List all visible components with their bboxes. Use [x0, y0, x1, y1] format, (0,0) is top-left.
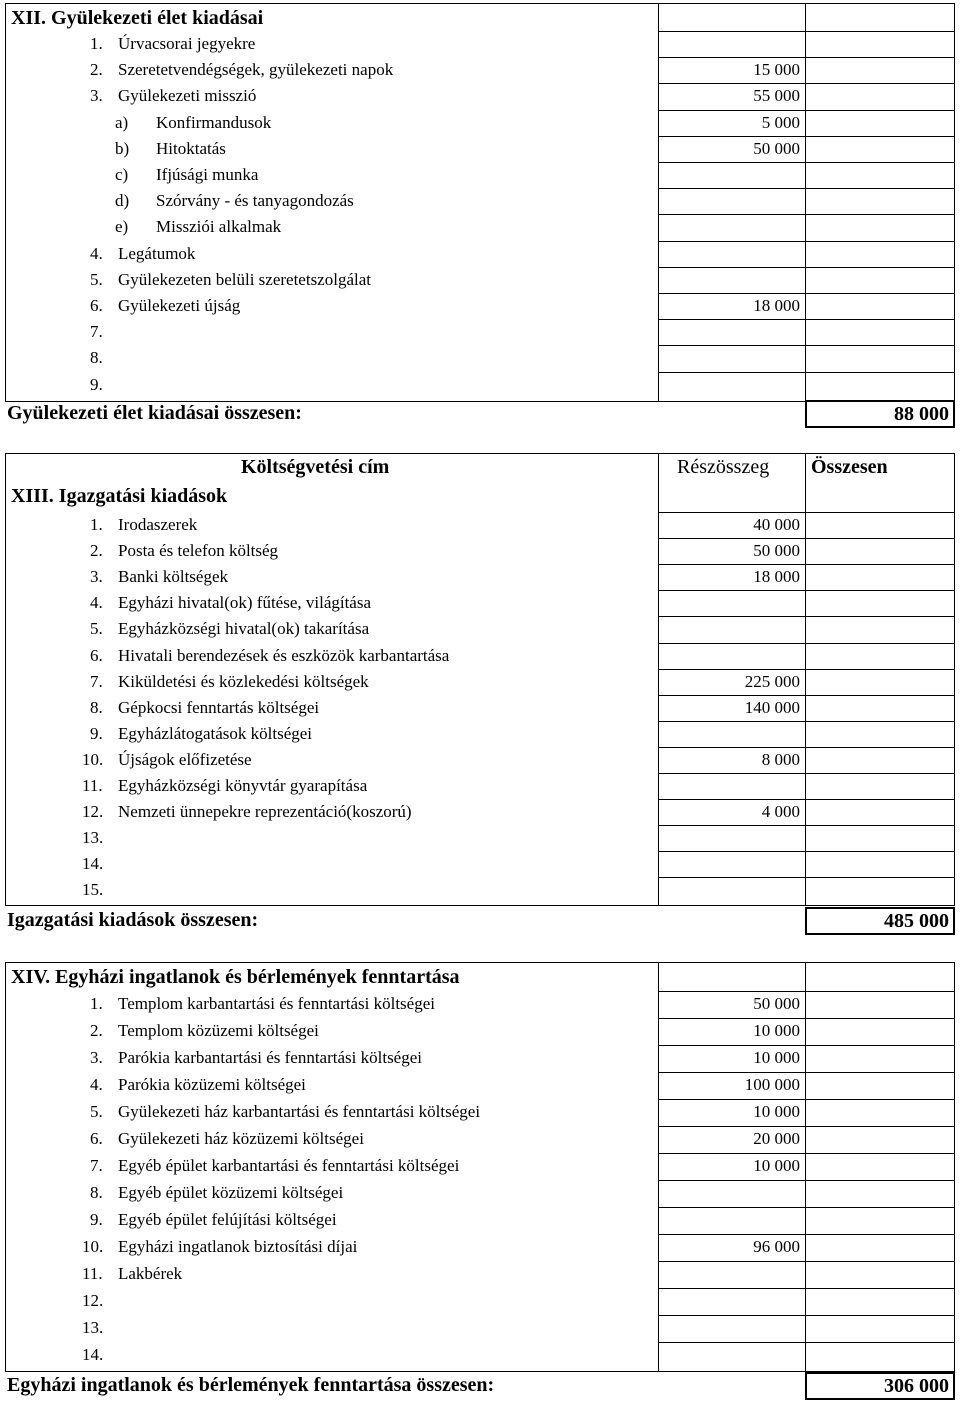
row-separator: [658, 1045, 955, 1046]
section-xiii-total-value: 485 000: [884, 910, 949, 932]
column-header-total: Összesen: [811, 456, 888, 478]
budget-row: [5, 162, 955, 188]
row-separator: [658, 538, 955, 539]
row-separator: [658, 1180, 955, 1181]
budget-row: [5, 695, 955, 721]
row-number: 4.: [90, 1075, 103, 1094]
row-number: 2.: [90, 1021, 103, 1040]
row-label: Lakbérek: [118, 1264, 183, 1283]
row-separator: [658, 773, 955, 774]
budget-row: [5, 877, 955, 903]
row-separator: [658, 512, 955, 513]
row-separator: [658, 564, 955, 565]
row-label: Gyülekezeti újság: [118, 296, 241, 315]
row-amount: 50 000: [753, 541, 800, 561]
row-number: 7.: [90, 671, 103, 691]
row-number: 5.: [90, 619, 103, 639]
row-label: Egyéb épület karbantartási és fenntartási költségei: [118, 1156, 460, 1175]
row-number: e): [115, 217, 129, 237]
row-number: 6.: [90, 296, 103, 315]
section-xiii: [5, 453, 955, 938]
row-number: 8.: [90, 348, 103, 368]
row-number: 8.: [90, 1183, 103, 1202]
row-separator: [658, 1207, 955, 1208]
budget-row: [5, 345, 955, 371]
row-separator: [658, 1234, 955, 1235]
budget-row: [5, 293, 955, 319]
column-header-title: Költségvetési cím: [241, 456, 390, 478]
budget-row: [5, 1126, 955, 1152]
row-number: 11.: [82, 776, 103, 795]
row-number: 9.: [90, 374, 103, 394]
row-label: Legátumok: [118, 243, 196, 263]
row-number: c): [115, 165, 129, 184]
row-label: Irodaszerek: [118, 515, 198, 534]
budget-row: [5, 188, 955, 214]
row-amount: 40 000: [753, 515, 800, 534]
budget-row: [5, 1045, 955, 1071]
row-label: Szeretetvendégségek, gyülekezeti napok: [118, 60, 394, 80]
budget-row: [5, 1207, 955, 1233]
row-separator: [658, 1153, 955, 1154]
row-separator: [658, 319, 955, 320]
budget-row: [5, 1018, 955, 1044]
section-xiii-total-box: [805, 907, 955, 935]
row-amount: 225 000: [744, 671, 800, 691]
row-separator: [658, 616, 955, 617]
budget-row: [5, 1180, 955, 1206]
row-label: Posta és telefon költség: [118, 541, 279, 561]
row-label: Missziói alkalmak: [156, 217, 282, 237]
row-number: 3.: [90, 1048, 103, 1067]
section-xiv-total-value: 306 000: [884, 1375, 949, 1397]
section-xiv-heading: XIV. Egyházi ingatlanok és bérlemények fenntartása: [11, 966, 460, 988]
budget-row: [5, 851, 955, 877]
row-separator: [658, 267, 955, 268]
row-separator: [658, 851, 955, 852]
row-label: Banki költségek: [118, 567, 229, 587]
row-number: 9.: [90, 1210, 103, 1229]
row-number: 10.: [82, 1237, 104, 1256]
row-separator: [658, 1099, 955, 1100]
row-number: 2.: [90, 60, 103, 80]
row-amount: 10 000: [753, 1048, 800, 1067]
budget-row: [5, 1234, 955, 1260]
section-xii: [5, 3, 955, 430]
section-xiv: [5, 962, 955, 1402]
row-label: Egyházlátogatások költségei: [118, 723, 313, 743]
budget-row: [5, 31, 955, 57]
row-label: Gépkocsi fenntartás költségei: [118, 697, 320, 717]
row-label: Hitoktatás: [156, 138, 226, 158]
budget-row: [5, 564, 955, 590]
row-separator: [658, 590, 955, 591]
row-number: 1.: [90, 515, 103, 534]
row-number: b): [115, 138, 130, 158]
budget-row: [5, 1072, 955, 1098]
row-amount: 100 000: [744, 1075, 800, 1094]
row-number: 13.: [82, 828, 104, 848]
row-separator: [658, 721, 955, 722]
row-separator: [658, 1288, 955, 1289]
row-separator: [658, 293, 955, 294]
row-label: Kiküldetési és közlekedési költségek: [118, 671, 369, 691]
budget-row: [5, 616, 955, 642]
row-number: 7.: [90, 1156, 103, 1175]
row-label: Egyéb épület közüzemi költségei: [118, 1183, 344, 1202]
section-xii-heading: XII. Gyülekezeti élet kiadásai: [11, 7, 264, 29]
budget-row: [5, 799, 955, 825]
row-separator: [658, 991, 955, 992]
row-amount: 50 000: [753, 138, 800, 158]
row-number: 13.: [82, 1318, 104, 1337]
section-xii-total-box: [805, 400, 955, 428]
budget-row: [5, 319, 955, 345]
row-separator: [658, 643, 955, 644]
budget-row: [5, 991, 955, 1017]
row-separator: [658, 1315, 955, 1316]
row-separator: [658, 1018, 955, 1019]
row-number: 14.: [82, 1345, 104, 1364]
budget-row: [5, 83, 955, 109]
section-xiii-heading: XIII. Igazgatási kiadások: [11, 485, 228, 507]
row-separator: [658, 747, 955, 748]
budget-row: [5, 57, 955, 83]
budget-row: [5, 1153, 955, 1179]
row-label: Egyházi ingatlanok biztosítási díjai: [118, 1237, 358, 1256]
section-xiv-total-box: [805, 1372, 955, 1400]
row-number: 12.: [82, 802, 104, 822]
row-number: 9.: [90, 723, 103, 743]
row-separator: [658, 83, 955, 84]
row-number: 5.: [90, 269, 103, 289]
row-label: Ifjúsági munka: [156, 165, 259, 184]
row-number: 6.: [90, 1129, 103, 1148]
row-label: Konfirmandusok: [156, 112, 272, 132]
budget-row: [5, 110, 955, 136]
row-separator: [658, 188, 955, 189]
budget-row: [5, 590, 955, 616]
row-separator: [658, 1072, 955, 1073]
row-label: Parókia karbantartási és fenntartási költségei: [118, 1048, 422, 1067]
row-label: Templom közüzemi költségei: [118, 1021, 319, 1040]
row-separator: [658, 799, 955, 800]
row-separator: [658, 669, 955, 670]
row-amount: 8 000: [761, 749, 800, 769]
budget-row: [5, 1342, 955, 1368]
row-separator: [658, 825, 955, 826]
row-number: 6.: [90, 645, 103, 665]
row-separator: [658, 241, 955, 242]
section-xiv-total-label: Egyházi ingatlanok és bérlemények fenntartása összesen:: [7, 1374, 495, 1396]
budget-row: [5, 1288, 955, 1314]
row-separator: [658, 345, 955, 346]
row-number: 4.: [90, 593, 103, 613]
row-separator: [658, 372, 955, 373]
row-label: Templom karbantartási és fenntartási költségei: [118, 994, 435, 1013]
budget-row: [5, 136, 955, 162]
row-label: Parókia közüzemi költségei: [118, 1075, 306, 1094]
row-label: Gyülekezeti misszió: [118, 86, 257, 106]
row-amount: 5 000: [761, 112, 800, 132]
row-separator: [658, 877, 955, 878]
row-separator: [658, 695, 955, 696]
row-number: 7.: [90, 322, 103, 342]
row-number: 2.: [90, 541, 103, 561]
budget-row: [5, 1261, 955, 1287]
row-number: 1.: [90, 34, 103, 53]
row-label: Szórvány - és tanyagondozás: [156, 191, 354, 211]
budget-row: [5, 538, 955, 564]
row-separator: [658, 57, 955, 58]
budget-row: [5, 1099, 955, 1125]
section-xii-total-value: 88 000: [894, 403, 949, 425]
row-amount: 18 000: [753, 296, 800, 315]
row-label: Egyházi hivatal(ok) fűtése, világítása: [118, 593, 372, 613]
row-number: 4.: [90, 243, 103, 263]
row-number: d): [115, 191, 130, 211]
row-label: Nemzeti ünnepekre reprezentáció(koszorú): [118, 802, 412, 822]
row-label: Gyülekezeti ház közüzemi költségei: [118, 1129, 364, 1148]
row-amount: 10 000: [753, 1156, 800, 1175]
row-amount: 18 000: [753, 567, 800, 587]
row-separator: [658, 1342, 955, 1343]
row-number: 15.: [82, 880, 104, 900]
row-amount: 96 000: [753, 1237, 800, 1256]
row-amount: 4 000: [761, 802, 800, 822]
row-amount: 140 000: [744, 697, 800, 717]
budget-row: [5, 214, 955, 240]
budget-row: [5, 372, 955, 398]
budget-row: [5, 721, 955, 747]
row-separator: [658, 136, 955, 137]
row-amount: 10 000: [753, 1102, 800, 1121]
row-separator: [658, 162, 955, 163]
row-label: Úrvacsorai jegyekre: [118, 34, 256, 53]
row-number: 8.: [90, 697, 103, 717]
row-label: Egyházközségi könyvtár gyarapítása: [118, 776, 368, 795]
row-label: Gyülekezeten belüli szeretetszolgálat: [118, 269, 371, 289]
section-xii-total-label: Gyülekezeti élet kiadásai összesen:: [7, 402, 302, 424]
budget-row: [5, 241, 955, 267]
row-number: a): [115, 112, 129, 132]
budget-row: [5, 643, 955, 669]
row-separator: [658, 1126, 955, 1127]
row-number: 3.: [90, 86, 103, 106]
row-label: Gyülekezeti ház karbantartási és fenntartási költségei: [118, 1102, 481, 1121]
row-number: 1.: [90, 994, 103, 1013]
row-separator: [658, 31, 955, 32]
budget-row: [5, 512, 955, 538]
budget-row: [5, 267, 955, 293]
row-amount: 50 000: [753, 994, 800, 1013]
row-amount: 55 000: [753, 86, 800, 106]
row-label: Hivatali berendezések és eszközök karbantartása: [118, 645, 450, 665]
row-label: Újságok előfizetése: [118, 749, 252, 769]
row-number: 14.: [82, 854, 104, 874]
row-number: 12.: [82, 1291, 104, 1310]
row-amount: 10 000: [753, 1021, 800, 1040]
budget-row: [5, 1315, 955, 1341]
row-amount: 15 000: [753, 60, 800, 80]
budget-row: [5, 773, 955, 799]
column-header-partial: Részösszeg: [677, 456, 770, 478]
row-amount: 20 000: [753, 1129, 800, 1148]
budget-row: [5, 747, 955, 773]
row-separator: [658, 214, 955, 215]
row-number: 10.: [82, 749, 104, 769]
row-number: 3.: [90, 567, 103, 587]
row-label: Egyházközségi hivatal(ok) takarítása: [118, 619, 370, 639]
row-separator: [658, 110, 955, 111]
row-number: 5.: [90, 1102, 103, 1121]
row-label: Egyéb épület felújítási költségei: [118, 1210, 337, 1229]
budget-row: [5, 825, 955, 851]
row-separator: [658, 1261, 955, 1262]
section-xiii-total-label: Igazgatási kiadások összesen:: [7, 909, 259, 931]
budget-row: [5, 669, 955, 695]
row-number: 11.: [82, 1264, 103, 1283]
